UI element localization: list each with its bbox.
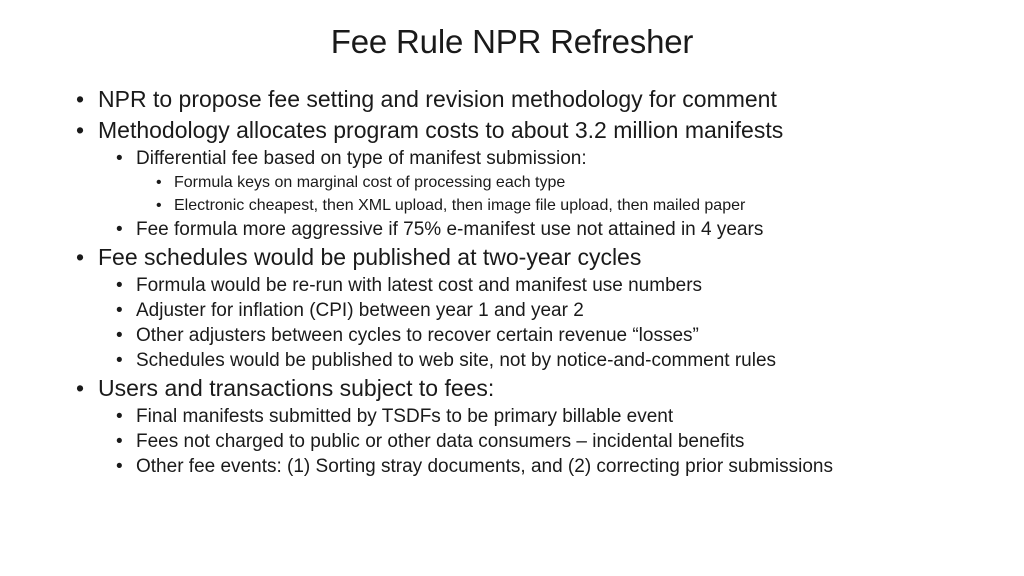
bullet-text: NPR to propose fee setting and revision methodology for comment — [98, 86, 777, 112]
bullet-text: Schedules would be published to web site, not by notice-and-comment rules — [136, 350, 777, 371]
bullet-text: Fee formula more aggressive if 75% e-manifest use not attained in 4 years — [136, 219, 764, 240]
bullet-icon: • — [116, 456, 123, 477]
bullet-icon: • — [156, 174, 162, 191]
bullet-item-level2 — [70, 298, 1000, 323]
bullet-item-level2 — [70, 454, 1000, 479]
bullet-item-level1 — [70, 115, 1000, 146]
bullet-text: Formula would be re-run with latest cost and manifest use numbers — [136, 275, 703, 296]
bullet-text: Fees not charged to public or other data consumers – incidental benefits — [136, 431, 745, 452]
bullet-icon: • — [76, 86, 85, 112]
bullet-item-level2 — [70, 323, 1000, 348]
bullet-item-level2 — [70, 217, 1000, 242]
bullet-item-level2 — [70, 348, 1000, 373]
bullet-item-level2 — [70, 429, 1000, 454]
bullet-icon: • — [116, 325, 123, 346]
bullet-text: Fee schedules would be published at two-year cycles — [98, 244, 642, 270]
bullet-icon: • — [116, 350, 123, 371]
bullet-text: Other fee events: (1) Sorting stray documents, and (2) correcting prior submissions — [136, 456, 833, 477]
bullet-icon: • — [116, 406, 123, 427]
bullet-icon: • — [76, 244, 85, 270]
bullet-item-level2 — [70, 404, 1000, 429]
bullet-item-level3 — [70, 171, 1000, 194]
bullet-text: Other adjusters between cycles to recover certain revenue “losses” — [136, 325, 699, 346]
bullet-icon: • — [116, 431, 123, 452]
bullet-item-level1 — [70, 242, 1000, 273]
bullet-text: Adjuster for inflation (CPI) between year 1 and year 2 — [136, 300, 584, 321]
bullet-text: Final manifests submitted by TSDFs to be primary billable event — [136, 406, 674, 427]
bullet-text: Users and transactions subject to fees: — [98, 375, 495, 401]
bullet-icon: • — [76, 117, 85, 143]
bullet-item-level3 — [70, 194, 1000, 217]
bullet-icon: • — [156, 197, 162, 214]
bullet-item-level1 — [70, 84, 1000, 115]
bullet-text: Electronic cheapest, then XML upload, then image file upload, then mailed paper — [174, 197, 746, 214]
bullet-text: Formula keys on marginal cost of processing each type — [174, 174, 566, 191]
bullet-text: Differential fee based on type of manifest submission: — [136, 148, 587, 169]
bullet-icon: • — [76, 375, 85, 401]
bullet-icon: • — [116, 275, 123, 296]
bullet-icon: • — [116, 148, 123, 169]
bullet-item-level1 — [70, 373, 1000, 404]
bullet-text: Methodology allocates program costs to about 3.2 million manifests — [98, 117, 784, 143]
bullet-item-level2 — [70, 146, 1000, 171]
bullet-icon: • — [116, 219, 123, 240]
bullet-icon: • — [116, 300, 123, 321]
bullet-list — [70, 84, 1000, 479]
slide-title: Fee Rule NPR Refresher — [330, 23, 694, 60]
bullet-item-level2 — [70, 273, 1000, 298]
